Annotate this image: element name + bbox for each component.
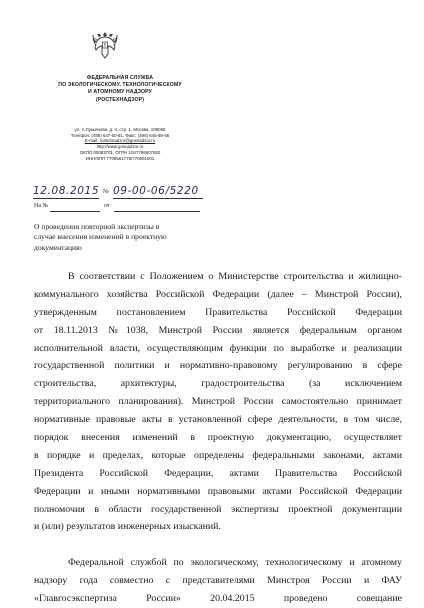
address-line: E-mail: rostehnadzor@gosnadzor.ru [84,138,156,144]
registration-no-label: № [103,189,109,195]
body-line: коммунального хозяйства Российской Федерации (далее – Минстрой России), [34,288,402,300]
reference-from-label: от [104,203,110,209]
reference-no-label: На № [34,203,49,209]
subject-line: О проведении повторной экспертизы в [34,222,160,231]
body-line: и (или) результатов инженерных изысканий. [34,521,221,533]
date-underline [33,198,99,199]
letter-subject [34,222,214,253]
subject-line: документацию [34,242,82,252]
body-line: территориального планирования). Минстрой России самостоятельно принимает [34,396,402,408]
body-paragraph-1 [34,268,402,536]
subject-line: случае внесения изменений в проектную [34,232,167,242]
reference-date-underline [114,211,200,212]
body-line: утвержденным постановлением Правительства Российской Федерации [34,306,402,318]
registration-number: 09-00-06/5220 [113,185,199,197]
address-line: ОКПО 00083701, ОГРН 1047796607650 [79,149,161,155]
body-line: государственной политики и нормативно-правовому регулированию в сфере [34,360,402,372]
body-line: от 18.11.2013 №1038, Минстрой России является федеральным органом [34,324,402,336]
body-line: в порядке и пределах, которые определены федеральными законами, актами [34,449,402,461]
body-line: строительства, архитектуры, градостроительства (за исключением [34,378,402,390]
body-line: надзору года совместно с представителями Минстроя России и ФАУ [34,575,402,587]
body-line: Федерации и иными нормативными правовыми актами Российской Федерации [34,485,402,497]
address-line: ул. А.Лукьянова, д. 4, стр. 1, Москва, 105066 [74,127,166,132]
org-line: ФЕДЕРАЛЬНАЯ СЛУЖБА [86,75,154,81]
body-line: порядок внесения изменений в проектную документацию, осуществляет [34,432,402,444]
russian-coat-of-arms-icon [92,30,118,60]
letter-body [34,268,402,608]
address-line: ИНН/КПП 7709561778/770901001 [85,155,155,161]
body-line: Президента Российской Федерации, актами Правительства Российской [34,467,402,479]
organization-name [40,75,200,104]
address-line: http://www.gosnadzor.ru [96,144,144,150]
address-line: Телефон: (495) 647-60-81, Факс: (495) 645-89-66 [70,132,170,138]
reference-number-underline [50,211,100,212]
reference-line [34,203,204,213]
registration-line [33,185,233,205]
number-underline [113,198,203,199]
body-line: «Главгосэкспертиза России» 20.04.2015 проведено совещание [34,593,402,605]
body-line: В соответствии с Положением о Министерстве строительства и жилищно- [68,271,402,282]
body-line: исполнительной власти, осуществляющим функции по выработке и реализации [34,342,402,354]
body-line: полномочия в области государственной экспертизы проектной документации [34,503,402,515]
registration-date: 12.08.2015 [33,185,100,197]
org-line: (РОСТЕХНАДЗОР) [95,96,145,103]
org-line: ПО ЭКОЛОГИЧЕСКОМУ, ТЕХНОЛОГИЧЕСКОМУ [58,82,182,89]
organization-address [40,127,200,161]
org-line: И АТОМНОМУ НАДЗОРУ [88,89,152,96]
body-line: нормативные правовые акты в установленной сфере деятельности, в том числе, [34,414,402,426]
body-line: Федеральной службой по экологическому, технологическому и атомному [68,557,402,569]
